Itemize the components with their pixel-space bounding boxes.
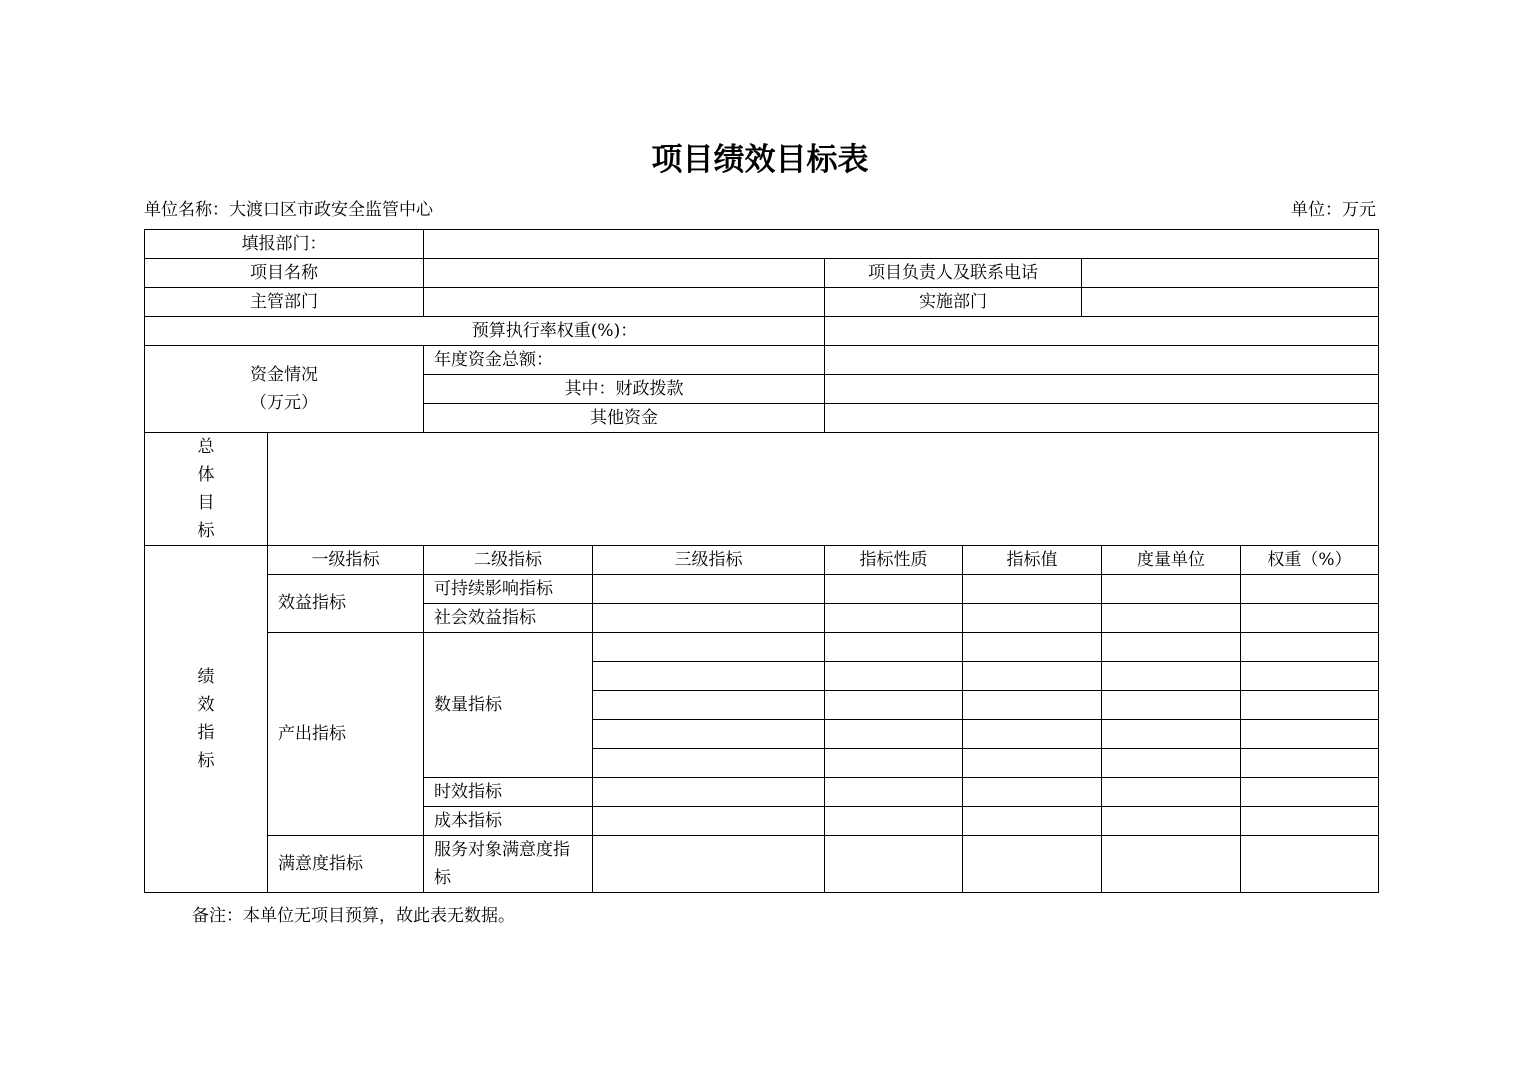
table-row	[145, 575, 1379, 604]
cost-indicator-label: 成本指标	[424, 807, 593, 836]
footnote: 备注：本单位无项目预算，故此表无数据。	[192, 906, 515, 926]
other-funds-label: 其他资金	[424, 404, 825, 433]
unit-name: 单位名称：大渡口区市政安全监管中心	[144, 200, 433, 220]
impl-dept-value	[1082, 288, 1379, 317]
header-nature: 指标性质	[825, 546, 963, 575]
social-indicator-label: 社会效益指标	[424, 604, 593, 633]
overall-goal-value	[268, 433, 1379, 546]
benefit-indicator-label: 效益指标	[268, 575, 424, 633]
table-row	[145, 836, 1379, 893]
project-leader-label: 项目负责人及联系电话	[825, 259, 1082, 288]
fiscal-value	[825, 375, 1379, 404]
overall-goal-label: 总 体 目 标	[145, 433, 268, 546]
annual-total-value	[825, 346, 1379, 375]
budget-rate-value	[825, 317, 1379, 346]
project-name-value	[424, 259, 825, 288]
supervisor-dept-label: 主管部门	[145, 288, 424, 317]
project-name-label: 项目名称	[145, 259, 424, 288]
funds-label: 资金情况 （万元）	[145, 346, 424, 433]
perf-indicator-label: 绩 效 指 标	[145, 546, 268, 893]
fill-dept-value	[424, 230, 1379, 259]
budget-rate-label: 预算执行率权重(%)：	[145, 317, 825, 346]
satisfaction-indicator-label: 满意度指标	[268, 836, 424, 893]
fiscal-label: 其中：财政拨款	[424, 375, 825, 404]
sustain-indicator-label: 可持续影响指标	[424, 575, 593, 604]
annual-total-label: 年度资金总额：	[424, 346, 825, 375]
header-weight: 权重（%）	[1241, 546, 1379, 575]
header-level3: 三级指标	[593, 546, 825, 575]
money-unit: 单位：万元	[1291, 200, 1376, 220]
timeliness-indicator-label: 时效指标	[424, 778, 593, 807]
project-leader-value	[1082, 259, 1379, 288]
impl-dept-label: 实施部门	[825, 288, 1082, 317]
performance-table	[144, 229, 1379, 893]
header-level2: 二级指标	[424, 546, 593, 575]
header-unit: 度量单位	[1102, 546, 1241, 575]
output-indicator-label: 产出指标	[268, 633, 424, 836]
service-satisfaction-label: 服务对象满意度指标	[424, 836, 593, 893]
other-funds-value	[825, 404, 1379, 433]
fill-dept-label: 填报部门：	[145, 230, 424, 259]
header-value: 指标值	[963, 546, 1102, 575]
quantity-indicator-label: 数量指标	[424, 633, 593, 778]
supervisor-dept-value	[424, 288, 825, 317]
table-row	[145, 633, 1379, 662]
header-level1: 一级指标	[268, 546, 424, 575]
page-title: 项目绩效目标表	[651, 142, 869, 178]
